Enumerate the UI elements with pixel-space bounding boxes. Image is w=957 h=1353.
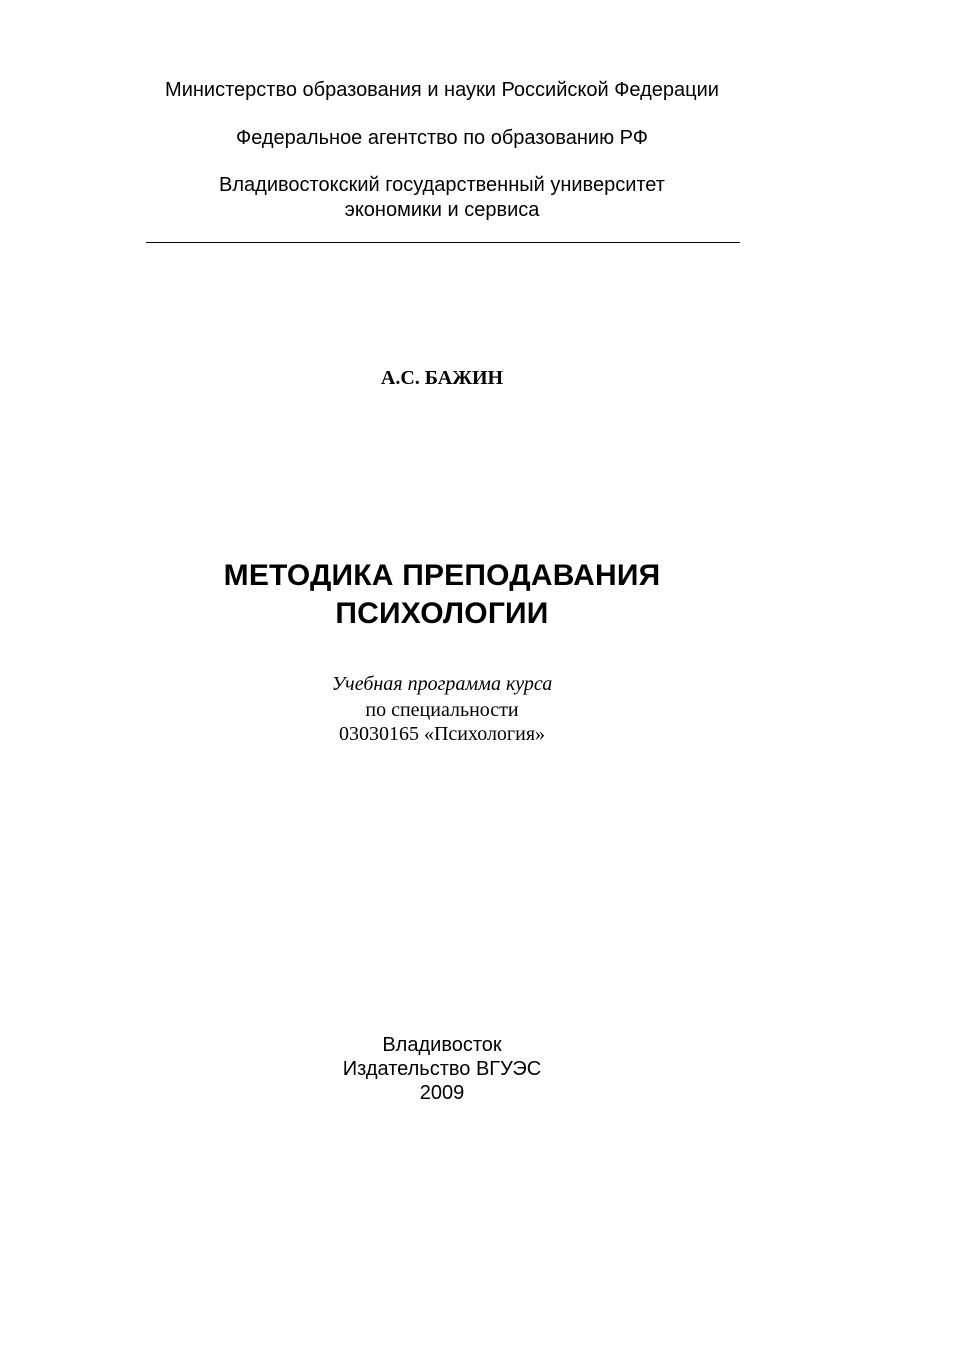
imprint-year: 2009 — [419, 1082, 465, 1104]
ministry-line: Министерство образования и науки Российской Федерации — [165, 79, 719, 101]
imprint-publisher: Издательство ВГУЭС — [342, 1058, 542, 1080]
agency-line: Федеральное агентство по образованию РФ — [236, 127, 648, 149]
author-name: А.С. БАЖИН — [380, 367, 504, 389]
university-line-1: Владивостокский государственный университет — [219, 174, 665, 196]
subtitle-specialty-code: 03030165 «Психология» — [338, 723, 546, 745]
title-line-1: МЕТОДИКА ПРЕПОДАВАНИЯ — [223, 559, 661, 592]
university-line-2: экономики и сервиса — [344, 199, 540, 221]
subtitle-course-program: Учебная программа курса — [331, 673, 553, 695]
subtitle-specialty: по специальности — [365, 699, 519, 721]
header-divider — [146, 242, 740, 243]
title-line-2: ПСИХОЛОГИИ — [335, 597, 549, 630]
imprint-city: Владивосток — [382, 1034, 502, 1056]
